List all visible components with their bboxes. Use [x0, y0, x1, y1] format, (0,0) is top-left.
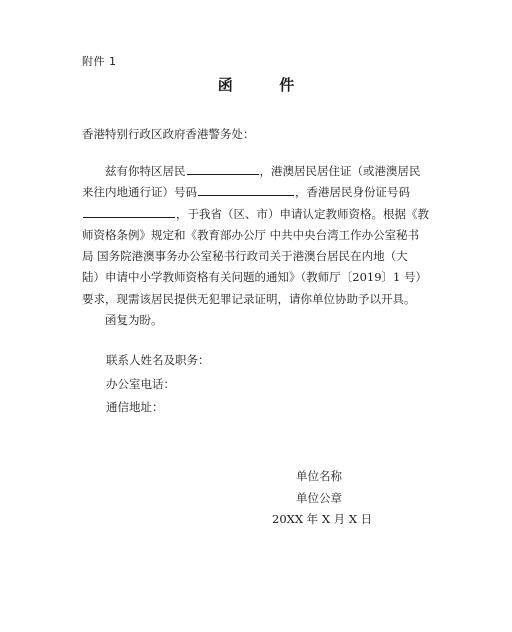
contact-address-label: 通信地址： — [106, 400, 164, 414]
body-text-segment: 兹有你特区居民 — [105, 164, 186, 178]
body-line-2 — [82, 182, 442, 203]
attachment-label: 附件 1 — [82, 55, 117, 68]
letter-date: 20XX 年 X 月 X 日 — [272, 512, 373, 526]
id-number-blank — [83, 206, 175, 218]
contact-phone-label: 办公室电话： — [106, 377, 175, 391]
body-line-1 — [82, 161, 442, 182]
unit-name: 单位名称 — [296, 469, 342, 483]
body-line-5: 局 国务院港澳事务办公室秘书行政司关于港澳台居民在内地（大 — [82, 249, 408, 264]
closing-line: 函复为盼。 — [105, 312, 163, 327]
body-line-6: 陆）申请中小学教师资格有关问题的通知》（教师厅〔2019〕1 号） — [82, 270, 427, 285]
body-line-7: 要求，现需该居民提供无犯罪记录证明，请你单位协助予以开具。 — [82, 291, 416, 306]
body-text-segment: 来往内地通行证）号码 — [82, 185, 197, 200]
body-line-4: 师资格条例》规定和《教育部办公厅 中共中央台湾工作办公室秘书 — [82, 227, 420, 242]
body-line-3 — [82, 204, 442, 225]
body-text-segment: ，香港居民身份证号码 — [295, 185, 410, 200]
body-text-segment: ，港澳居民居住证（或港澳居民 — [259, 164, 421, 178]
body-text-segment: ，于我省（区、市）申请认定教师资格。根据《教 — [176, 206, 429, 221]
permit-number-blank — [198, 184, 294, 196]
resident-name-blank — [187, 163, 259, 175]
letter-body — [82, 161, 442, 331]
salutation: 香港特别行政区政府香港警务处： — [82, 127, 255, 141]
contact-name-label: 联系人姓名及职务： — [106, 353, 210, 367]
document-title: 函 件 — [217, 76, 307, 94]
unit-seal: 单位公章 — [296, 491, 342, 505]
